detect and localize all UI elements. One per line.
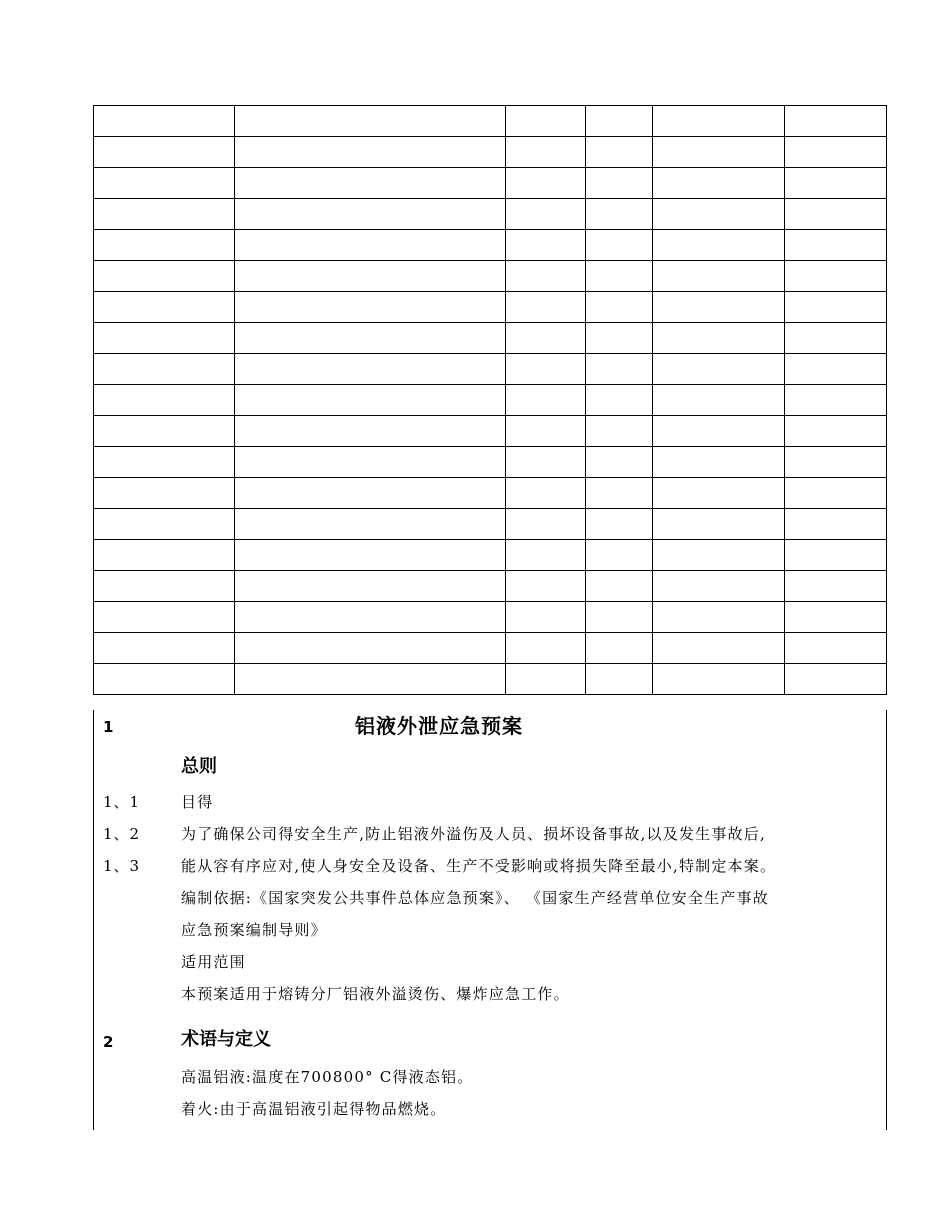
table-cell bbox=[785, 230, 887, 261]
definition-high-temp-aluminum: 高温铝液:温度在700800° C得液态铝。 bbox=[181, 1068, 474, 1086]
table-cell bbox=[94, 664, 235, 695]
table-cell bbox=[234, 199, 506, 230]
table-cell bbox=[234, 292, 506, 323]
table-cell bbox=[234, 509, 506, 540]
table-cell bbox=[653, 664, 785, 695]
table-cell bbox=[94, 633, 235, 664]
table-cell bbox=[653, 447, 785, 478]
table-cell bbox=[785, 447, 887, 478]
table-row bbox=[94, 137, 887, 168]
table-cell bbox=[586, 509, 653, 540]
scope-label: 适用范围 bbox=[181, 953, 246, 971]
table-row bbox=[94, 106, 887, 137]
table-cell bbox=[506, 478, 586, 509]
table-cell bbox=[234, 168, 506, 199]
table-cell bbox=[94, 509, 235, 540]
table-cell bbox=[234, 571, 506, 602]
table-cell bbox=[586, 385, 653, 416]
sub-number-1-3: 1、3 bbox=[103, 857, 141, 875]
table-cell bbox=[94, 230, 235, 261]
table-cell bbox=[785, 354, 887, 385]
table-cell bbox=[94, 323, 235, 354]
table-cell bbox=[506, 571, 586, 602]
table-cell bbox=[785, 137, 887, 168]
table-cell bbox=[234, 323, 506, 354]
table-row bbox=[94, 540, 887, 571]
table-row bbox=[94, 447, 887, 478]
table-cell bbox=[94, 571, 235, 602]
table-cell bbox=[506, 168, 586, 199]
table-cell bbox=[586, 664, 653, 695]
scope-text: 本预案适用于熔铸分厂铝液外溢烫伤、爆炸应急工作。 bbox=[181, 985, 570, 1003]
table-cell bbox=[653, 385, 785, 416]
table-cell bbox=[234, 261, 506, 292]
table-cell bbox=[586, 447, 653, 478]
table-cell bbox=[785, 633, 887, 664]
table-cell bbox=[506, 323, 586, 354]
table-cell bbox=[506, 354, 586, 385]
table-cell bbox=[506, 540, 586, 571]
table-cell bbox=[94, 478, 235, 509]
table-cell bbox=[586, 354, 653, 385]
table-cell bbox=[785, 664, 887, 695]
table-cell bbox=[785, 478, 887, 509]
table-cell bbox=[94, 261, 235, 292]
table-cell bbox=[506, 261, 586, 292]
table-row bbox=[94, 323, 887, 354]
table-cell bbox=[653, 106, 785, 137]
table-cell bbox=[586, 478, 653, 509]
table-cell bbox=[653, 137, 785, 168]
table-cell bbox=[94, 354, 235, 385]
table-cell bbox=[94, 416, 235, 447]
table-cell bbox=[234, 385, 506, 416]
table-cell bbox=[586, 571, 653, 602]
table-cell bbox=[653, 354, 785, 385]
table-row bbox=[94, 354, 887, 385]
table-cell bbox=[94, 447, 235, 478]
table-cell bbox=[234, 633, 506, 664]
table-cell bbox=[785, 509, 887, 540]
table-cell bbox=[785, 540, 887, 571]
table-cell bbox=[506, 509, 586, 540]
table-cell bbox=[653, 571, 785, 602]
purpose-line-1: 为了确保公司得安全生产,防止铝液外溢伤及人员、损坏设备事故,以及发生事故后, bbox=[181, 825, 766, 843]
table-cell bbox=[506, 664, 586, 695]
table-cell bbox=[653, 509, 785, 540]
table-row bbox=[94, 168, 887, 199]
table-cell bbox=[586, 137, 653, 168]
table-cell bbox=[234, 540, 506, 571]
table-cell bbox=[506, 633, 586, 664]
table-cell bbox=[653, 478, 785, 509]
table-cell bbox=[785, 385, 887, 416]
table-cell bbox=[653, 199, 785, 230]
table-cell bbox=[653, 540, 785, 571]
table-cell bbox=[94, 292, 235, 323]
purpose-line-2: 能从容有序应对,使人身安全及设备、生产不受影响或将损失降至最小,特制定本案。 bbox=[181, 857, 777, 875]
table-cell bbox=[785, 261, 887, 292]
table-cell bbox=[586, 168, 653, 199]
table-row bbox=[94, 199, 887, 230]
table-cell bbox=[653, 261, 785, 292]
table-cell bbox=[653, 633, 785, 664]
table-row bbox=[94, 261, 887, 292]
table-cell bbox=[506, 230, 586, 261]
table-cell bbox=[506, 602, 586, 633]
table-row bbox=[94, 385, 887, 416]
table-cell bbox=[506, 385, 586, 416]
table-row bbox=[94, 509, 887, 540]
table-cell bbox=[785, 106, 887, 137]
table-row bbox=[94, 664, 887, 695]
definition-fire: 着火:由于高温铝液引起得物品燃烧。 bbox=[181, 1100, 447, 1118]
table-cell bbox=[234, 602, 506, 633]
table-cell bbox=[653, 323, 785, 354]
table-cell bbox=[653, 416, 785, 447]
section-1-heading: 总则 bbox=[181, 756, 217, 777]
table-cell bbox=[506, 106, 586, 137]
table-cell bbox=[94, 602, 235, 633]
table-row bbox=[94, 292, 887, 323]
table-cell bbox=[785, 416, 887, 447]
table-cell bbox=[234, 416, 506, 447]
table-cell bbox=[234, 478, 506, 509]
table-cell bbox=[653, 168, 785, 199]
table-cell bbox=[785, 571, 887, 602]
table-cell bbox=[586, 292, 653, 323]
table-cell bbox=[94, 540, 235, 571]
table-cell bbox=[653, 602, 785, 633]
section-1-number: 1 bbox=[103, 718, 115, 736]
section-2-number: 2 bbox=[103, 1033, 115, 1051]
table-cell bbox=[506, 292, 586, 323]
table-cell bbox=[234, 137, 506, 168]
sub-number-1-2: 1、2 bbox=[103, 825, 141, 843]
table-cell bbox=[785, 602, 887, 633]
document-title: 铝液外泄应急预案 bbox=[355, 714, 523, 738]
table-cell bbox=[234, 664, 506, 695]
table-cell bbox=[653, 230, 785, 261]
table-cell bbox=[785, 168, 887, 199]
table-cell bbox=[653, 292, 785, 323]
table-cell bbox=[785, 199, 887, 230]
table-cell bbox=[785, 323, 887, 354]
blank-record-table bbox=[93, 105, 887, 695]
table-cell bbox=[94, 168, 235, 199]
table-cell bbox=[234, 447, 506, 478]
table-cell bbox=[94, 106, 235, 137]
table-cell bbox=[234, 354, 506, 385]
table-cell bbox=[586, 261, 653, 292]
table-cell bbox=[586, 323, 653, 354]
table-row bbox=[94, 602, 887, 633]
table-cell bbox=[586, 540, 653, 571]
table-cell bbox=[586, 106, 653, 137]
table-cell bbox=[94, 199, 235, 230]
table-row bbox=[94, 478, 887, 509]
table-cell bbox=[234, 106, 506, 137]
table-cell bbox=[586, 633, 653, 664]
table-cell bbox=[506, 199, 586, 230]
table-cell bbox=[586, 602, 653, 633]
table-cell bbox=[586, 230, 653, 261]
table-cell bbox=[94, 385, 235, 416]
table-row bbox=[94, 571, 887, 602]
table-cell bbox=[586, 416, 653, 447]
basis-line-1: 编制依据:《国家突发公共事件总体应急预案》、 《国家生产经营单位安全生产事故 bbox=[181, 889, 769, 907]
table-cell bbox=[506, 447, 586, 478]
table-cell bbox=[506, 416, 586, 447]
basis-line-2: 应急预案编制导则》 bbox=[181, 921, 327, 939]
section-2-heading: 术语与定义 bbox=[181, 1029, 271, 1050]
table-row bbox=[94, 416, 887, 447]
sub-number-1-1: 1、1 bbox=[103, 793, 141, 811]
table-row bbox=[94, 633, 887, 664]
table-cell bbox=[234, 230, 506, 261]
table-cell bbox=[94, 137, 235, 168]
table-cell bbox=[586, 199, 653, 230]
table-cell bbox=[785, 292, 887, 323]
table-cell bbox=[506, 137, 586, 168]
table-row bbox=[94, 230, 887, 261]
purpose-label: 目得 bbox=[181, 793, 214, 811]
